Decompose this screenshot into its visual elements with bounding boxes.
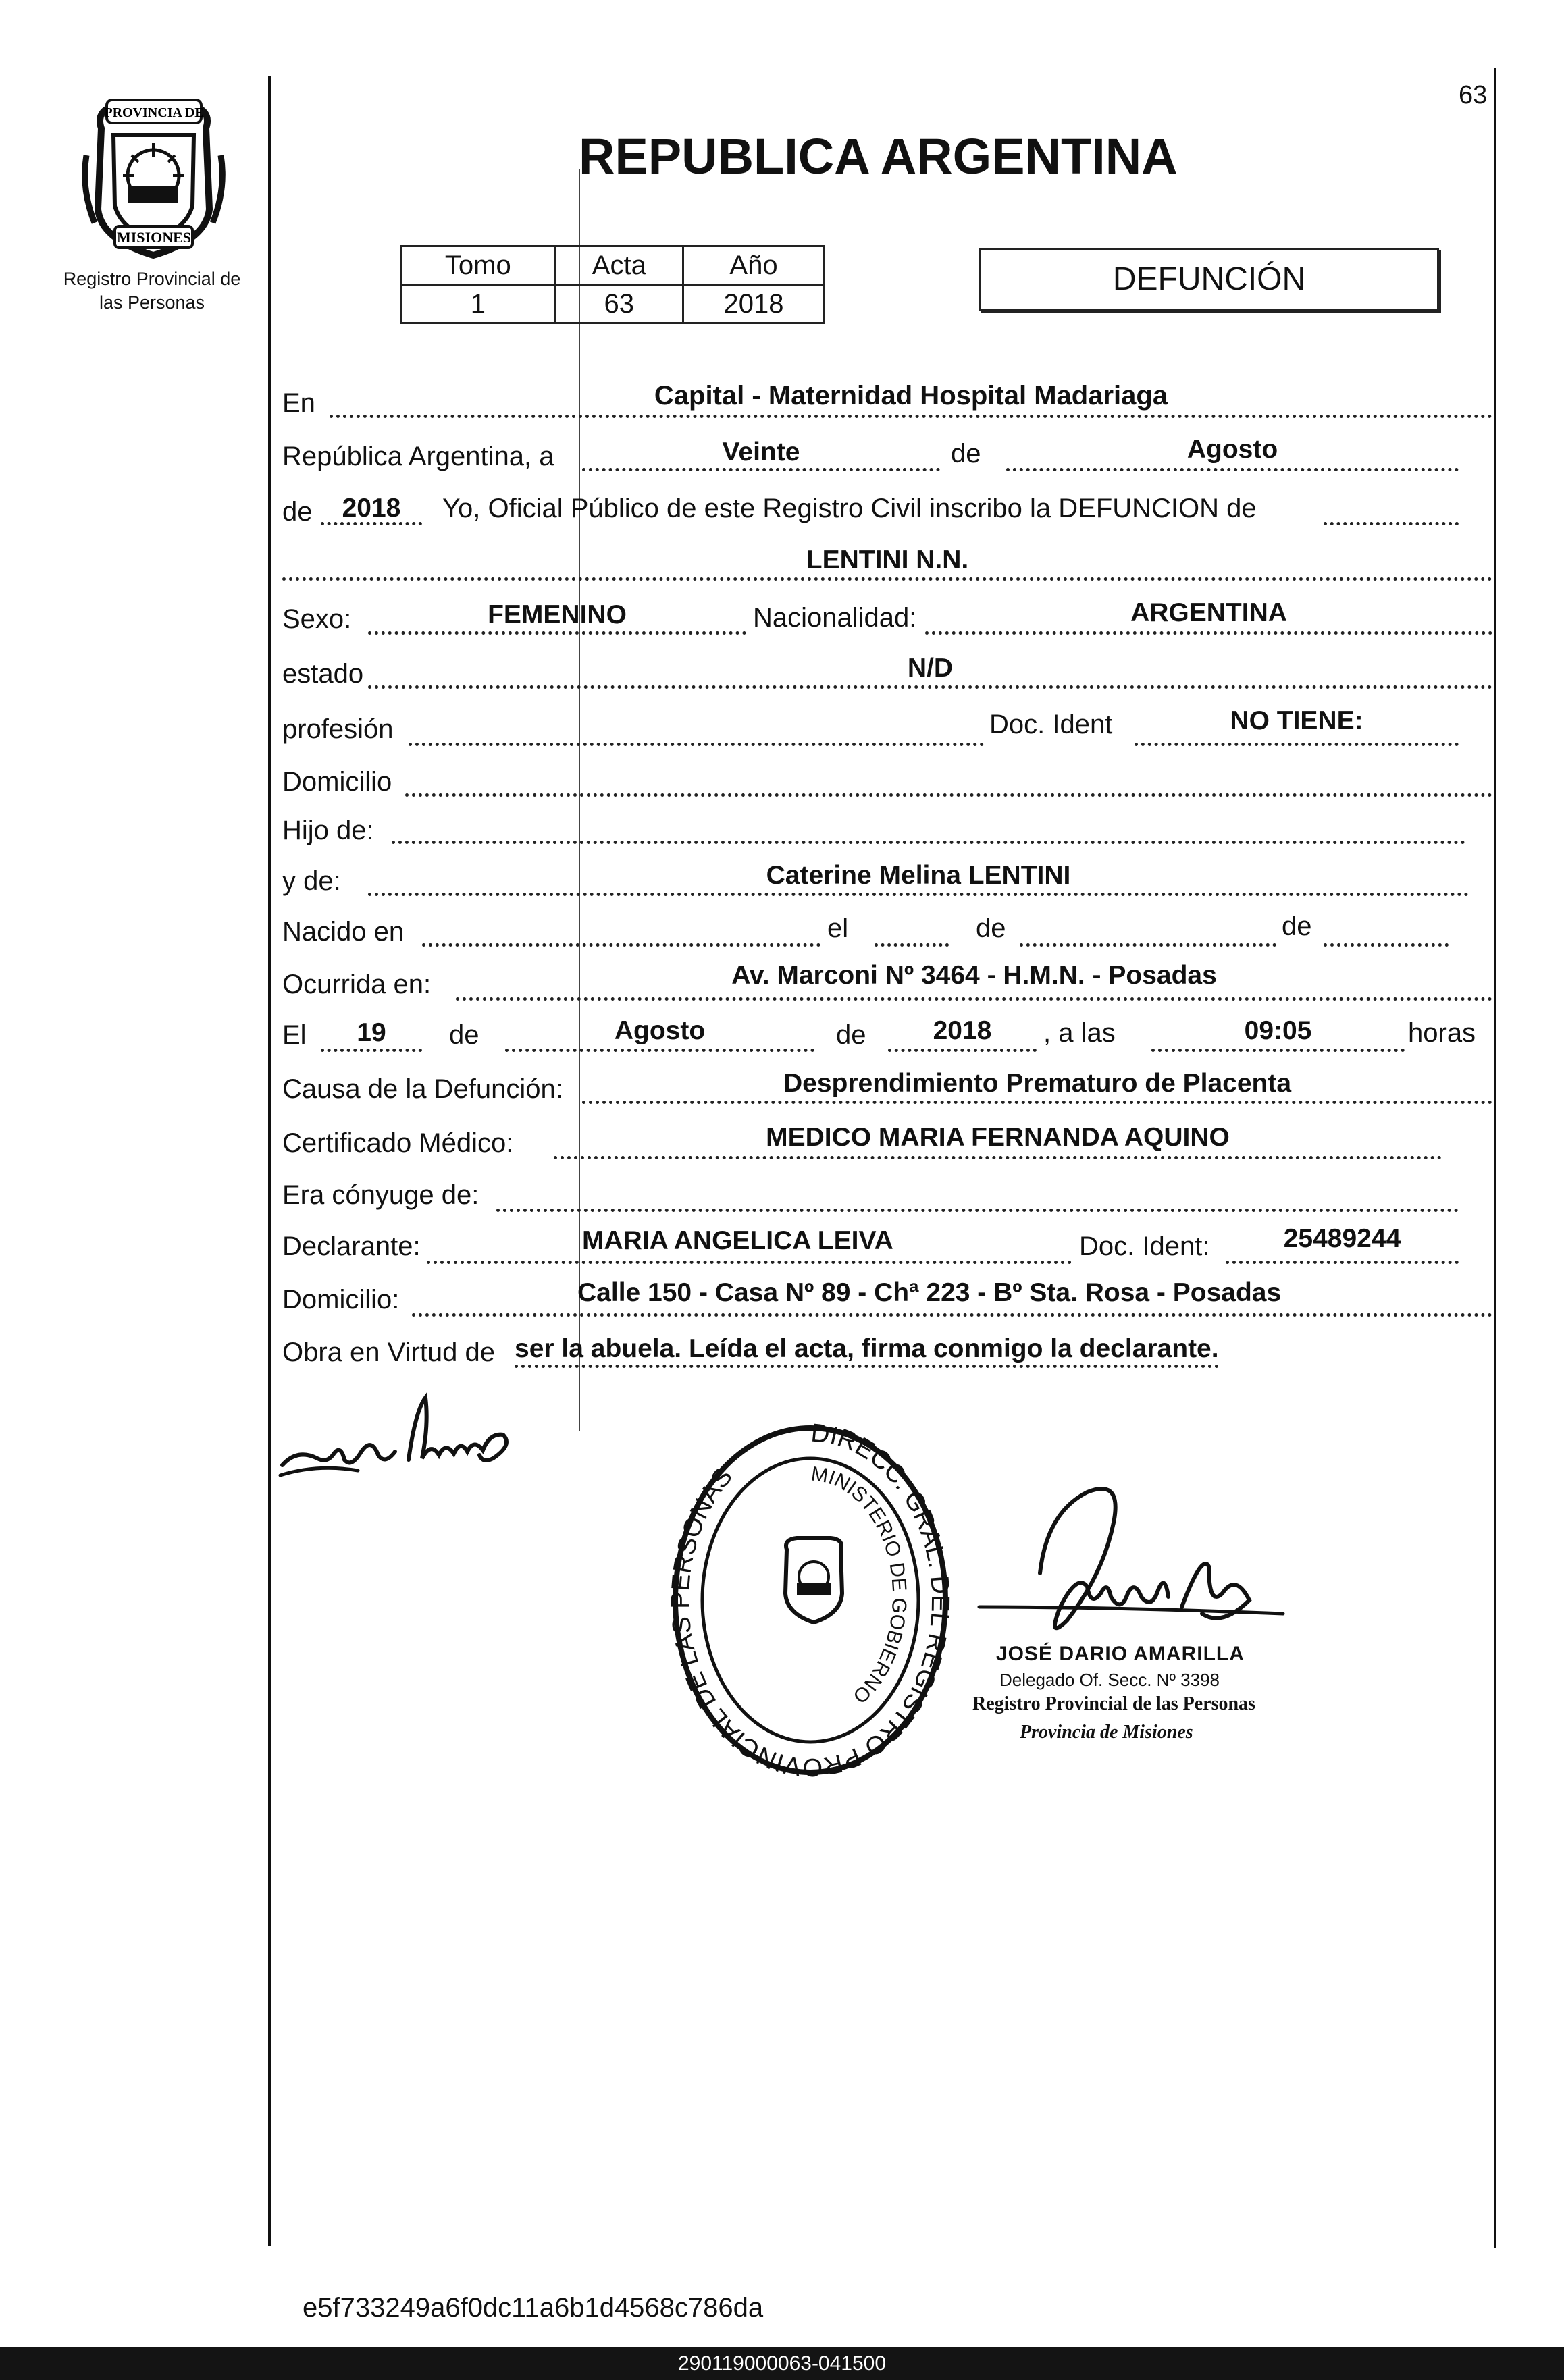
record-table (400, 245, 825, 324)
declarant-signature (277, 1384, 520, 1499)
en-line (330, 415, 1492, 418)
record-type: DEFUNCIÓN (1112, 261, 1306, 297)
barcode-bar (0, 2347, 1564, 2380)
fecha-label: República Argentina, a (282, 442, 554, 471)
nombre-line (282, 577, 1492, 581)
sexo-line (368, 631, 746, 635)
ocurrida-value: Av. Marconi Nº 3464 - H.M.N. - Posadas (731, 961, 1217, 990)
deceased-name: LENTINI N.N. (806, 546, 969, 575)
causa-label: Causa de la Defunción: (282, 1074, 563, 1104)
y-de-label: y de: (282, 866, 341, 896)
left-margin-line (268, 76, 271, 2246)
province-logo (81, 95, 226, 260)
nacionalidad-value: ARGENTINA (1130, 598, 1287, 627)
fecha-mes: Agosto (1187, 435, 1278, 464)
inscripcion-de: de (282, 497, 313, 527)
declarante-label: Declarante: (282, 1232, 421, 1261)
domicilio2-value: Calle 150 - Casa Nº 89 - Chª 223 - Bº Sta. Rosa - Posadas (577, 1278, 1282, 1307)
nacido-label: Nacido en (282, 917, 405, 947)
document-hash: e5f733249a6f0dc11a6b1d4568c786da (303, 2293, 764, 2323)
registry-line1: Registro Provincial de (63, 269, 241, 289)
declarante-value: MARIA ANGELICA LEIVA (582, 1226, 893, 1255)
logo-text-bottom: MISIONES (116, 229, 192, 246)
domicilio2-label: Domicilio: (282, 1285, 400, 1315)
declarante-doc-label: Doc. Ident: (1079, 1232, 1210, 1261)
conyuge-line (496, 1209, 1459, 1212)
nacido-mes-line (1020, 943, 1276, 947)
fecha-mes-line (1006, 468, 1459, 471)
fold-line (579, 169, 580, 1431)
seal-outer-text: DIRECC. GRAL. DEL REGISTRO PROVINCIAL DE LAS PERSONAS (666, 1421, 955, 1782)
value-anio: 2018 (683, 285, 824, 323)
obra-label: Obra en Virtud de (282, 1338, 496, 1367)
ocurrida-line (456, 997, 1492, 1001)
el-de1: de (449, 1020, 479, 1050)
hijo-de-line (392, 841, 1465, 844)
certificado-label: Certificado Médico: (282, 1128, 514, 1158)
fecha-de: de (951, 439, 981, 469)
declarante-line (427, 1261, 1072, 1264)
el-hora-line (1151, 1049, 1405, 1052)
doc-ident-line (1135, 743, 1459, 746)
page-number: 63 (1459, 81, 1488, 109)
causa-line (582, 1101, 1492, 1104)
seal-inner-text: MINISTERIO DE GOBIERNO (810, 1462, 911, 1708)
fecha-dia: Veinte (722, 438, 800, 467)
doc-ident-label: Doc. Ident (989, 710, 1113, 739)
page-title: REPUBLICA ARGENTINA (579, 128, 1178, 184)
domicilio2-line (412, 1313, 1492, 1317)
official-line4: Provincia de Misiones (1020, 1722, 1193, 1743)
certificado-line (554, 1156, 1442, 1159)
obra-value: ser la abuela. Leída el acta, firma conmigo la declarante. (515, 1336, 1219, 1368)
nacido-anio-line (1324, 943, 1449, 947)
nacido-el: el (827, 914, 849, 943)
fecha-dia-line (582, 468, 940, 471)
en-value: Capital - Maternidad Hospital Madariaga (654, 381, 1168, 411)
value-acta: 63 (555, 285, 683, 323)
domicilio1-label: Domicilio (282, 767, 392, 797)
declarante-doc-value: 25489244 (1283, 1224, 1401, 1253)
official-name: JOSÉ DARIO AMARILLA (996, 1643, 1245, 1665)
el-a-las: , a las (1043, 1018, 1116, 1048)
profesion-line (409, 743, 984, 746)
causa-value: Desprendimiento Prematuro de Placenta (783, 1069, 1292, 1098)
certificado-value: MEDICO MARIA FERNANDA AQUINO (766, 1123, 1230, 1152)
nacido-de2: de (1282, 911, 1312, 941)
estado-value: N/D (907, 654, 954, 683)
sexo-label: Sexo: (282, 604, 352, 634)
declarante-doc-line (1226, 1261, 1459, 1264)
value-tomo: 1 (401, 285, 556, 323)
y-de-line (368, 893, 1469, 896)
doc-ident-value: NO TIENE: (1230, 706, 1363, 735)
estado-line (368, 685, 1492, 689)
official-line3: Registro Provincial de las Personas (972, 1693, 1255, 1714)
el-dia-line (321, 1049, 422, 1052)
nacido-de1: de (976, 914, 1006, 943)
header-tomo: Tomo (401, 246, 556, 285)
nacido-dia-line (875, 943, 949, 947)
nacionalidad-label: Nacionalidad: (753, 603, 917, 633)
en-label: En (282, 388, 315, 418)
el-horas: horas (1408, 1018, 1476, 1048)
el-hora: 09:05 (1244, 1016, 1312, 1045)
ocurrida-label: Ocurrida en: (282, 970, 432, 999)
el-mes: Agosto (614, 1016, 706, 1045)
inscripcion-end-line (1324, 522, 1459, 525)
nacido-lugar-line (422, 943, 820, 947)
record-type-box (979, 248, 1439, 311)
el-label: El (282, 1020, 307, 1050)
logo-text-top: PROVINCIA DE (104, 105, 204, 120)
barcode-text: 290119000063-041500 (677, 2352, 887, 2375)
sexo-value: FEMENINO (488, 600, 627, 629)
el-de2: de (836, 1020, 866, 1050)
header-acta: Acta (555, 246, 683, 285)
estado-label: estado (282, 659, 364, 689)
domicilio1-line (405, 793, 1492, 797)
inscripcion-anio: 2018 (342, 494, 401, 523)
official-line2: Delegado Of. Secc. Nº 3398 (999, 1670, 1220, 1690)
hijo-de-label: Hijo de: (282, 816, 374, 845)
conyuge-label: Era cónyuge de: (282, 1180, 479, 1210)
y-de-value: Caterine Melina LENTINI (766, 861, 1071, 890)
inscripcion-texto: Yo, Oficial Público de este Registro Civil inscribo la DEFUNCION de (442, 494, 1257, 523)
el-mes-line (505, 1049, 814, 1052)
el-dia: 19 (357, 1018, 386, 1047)
right-margin-line (1494, 68, 1496, 2248)
nacionalidad-line (925, 631, 1492, 635)
el-anio: 2018 (933, 1016, 992, 1045)
el-anio-line (888, 1049, 1037, 1052)
header-anio: Año (683, 246, 824, 285)
profesion-label: profesión (282, 714, 394, 744)
registry-line2: las Personas (99, 292, 205, 313)
